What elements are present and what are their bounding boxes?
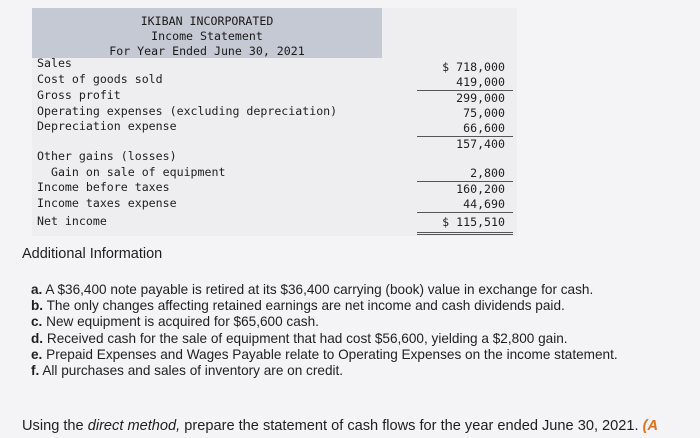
statement-header xyxy=(32,8,382,58)
list-item xyxy=(31,282,618,298)
additional-information-list xyxy=(31,282,618,379)
row-label-gain-on-sale: Gain on sale of equipment xyxy=(37,165,226,179)
item-text: New equipment is acquired for $65,600 cash. xyxy=(46,314,319,330)
item-letter: a. xyxy=(31,282,43,297)
instruction-emphasis: direct method, xyxy=(87,418,181,434)
item-letter: e. xyxy=(31,346,43,362)
row-label-other-gains: Other gains (losses) xyxy=(37,149,177,163)
row-label-cogs: Cost of goods sold xyxy=(37,72,163,86)
instruction-pre: Using the xyxy=(22,418,88,434)
row-label-depreciation: Depreciation expense xyxy=(37,119,177,133)
list-item xyxy=(31,363,618,379)
income-statement xyxy=(32,8,517,236)
item-letter: c. xyxy=(31,314,43,330)
list-item xyxy=(31,347,618,363)
row-label-net-income: Net income xyxy=(37,214,107,228)
row-label-gross-profit: Gross profit xyxy=(37,88,121,102)
value-operating-expenses: 75,000 xyxy=(463,106,505,120)
item-letter: b. xyxy=(31,298,44,314)
value-sales: $ 718,000 xyxy=(442,60,505,74)
additional-information-heading: Additional Information xyxy=(22,246,163,262)
row-label-income-taxes: Income taxes expense xyxy=(37,196,177,210)
row-label-operating-expenses: Operating expenses (excluding depreciation) xyxy=(37,104,338,118)
double-rule-top xyxy=(417,232,513,233)
item-text: The only changes affecting retained earnings are net income and cash dividends paid. xyxy=(46,298,565,314)
item-text: Received cash for the sale of equipment that had cost $56,600, yielding a $2,800 gain. xyxy=(46,330,568,346)
item-letter: f. xyxy=(31,363,40,379)
instruction-text xyxy=(22,418,658,434)
value-income-taxes: 44,690 xyxy=(463,197,505,211)
list-item xyxy=(31,298,618,314)
value-operating-income: 157,400 xyxy=(456,137,505,151)
instruction-tail: (A xyxy=(642,418,659,434)
company-name: IKIBAN INCORPORATED xyxy=(140,14,274,28)
value-gain-on-sale: 2,800 xyxy=(470,166,505,180)
statement-title: Income Statement xyxy=(151,29,263,43)
item-text: Prepaid Expenses and Wages Payable relate to Operating Expenses on the income statement. xyxy=(46,346,618,362)
value-net-income: $ 115,510 xyxy=(442,215,505,229)
list-item xyxy=(31,314,618,330)
list-item xyxy=(31,331,618,347)
value-gross-profit: 299,000 xyxy=(456,91,505,105)
subtotal-rule xyxy=(417,212,513,213)
item-text: A $36,400 note payable is retired at its $36,400 carrying (book) value in exchange for cash. xyxy=(45,282,594,297)
value-income-before-taxes: 160,200 xyxy=(456,182,505,196)
value-cogs: 419,000 xyxy=(456,75,505,89)
row-label-income-before-taxes: Income before taxes xyxy=(37,180,170,194)
statement-period: For Year Ended June 30, 2021 xyxy=(109,44,305,58)
value-depreciation: 66,600 xyxy=(463,121,505,135)
item-letter: d. xyxy=(31,330,44,346)
instruction-post: prepare the statement of cash flows for the year ended June 30, 2021. xyxy=(180,418,639,434)
row-label-sales: Sales xyxy=(37,56,72,70)
item-text: All purchases and sales of inventory are on credit. xyxy=(42,363,344,379)
double-rule-bottom xyxy=(417,234,513,235)
